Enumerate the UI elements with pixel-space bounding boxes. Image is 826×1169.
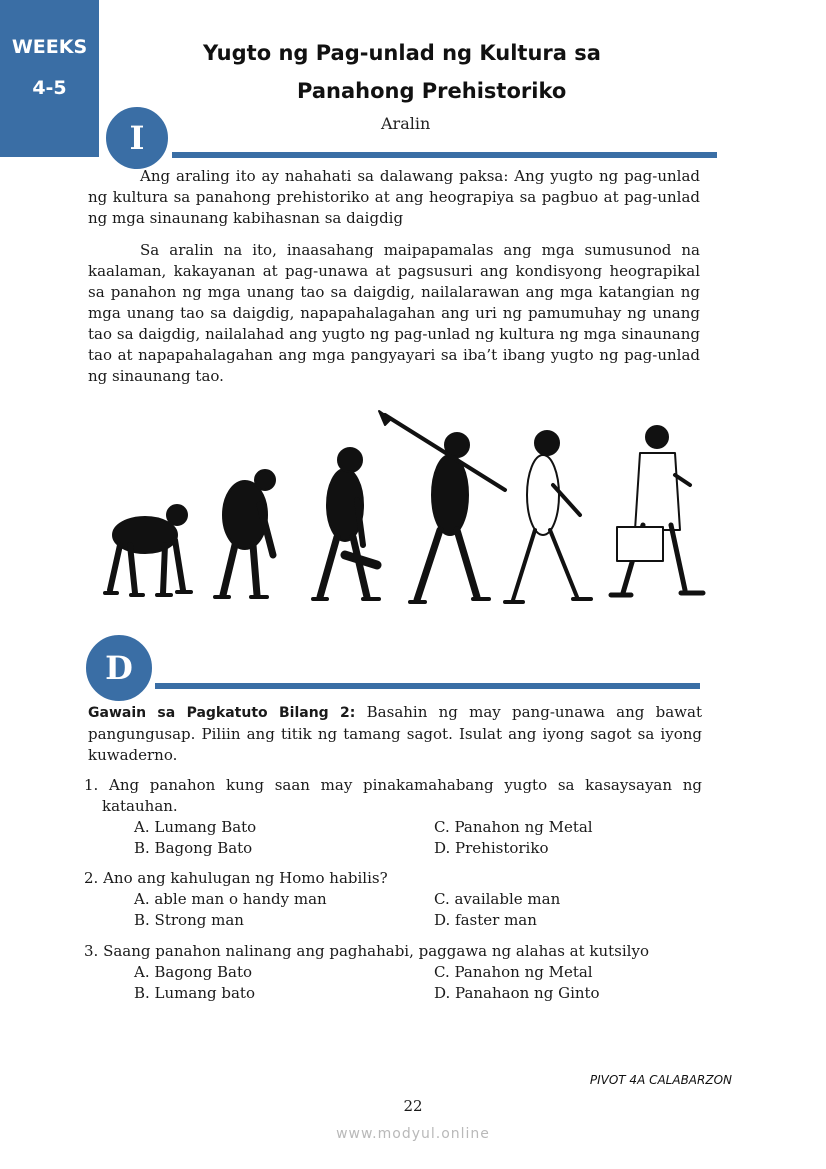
choice-a: A. able man o handy man [134,890,327,908]
activity-instructions [88,702,702,766]
choice-a: A. Lumang Bato [134,818,257,836]
question-2 [84,868,702,931]
weeks-box [0,0,99,157]
weeks-label: WEEKS [11,36,88,58]
choice-b: B. Lumang bato [134,984,255,1002]
evolution-figure-hominid-icon [313,448,379,599]
choice-list [84,889,702,931]
question-text: 2. Ano ang kahulugan ng Homo habilis? [84,869,388,887]
choice-b: B. Strong man [134,911,244,929]
question-1 [84,775,702,859]
footer-source: PIVOT 4A CALABARZON [589,1073,732,1087]
activity-text: Basahin ng may pang-unawa ang bawat pangungusap. Piliin ang titik ng tamang sagot. Isulat ang iyong sagot sa iyong kuwaderno. [88,703,702,764]
section-d-divider [155,683,700,689]
page-title-line-2: Panahong Prehistoriko [297,79,567,103]
choice-a: A. Bagong Bato [134,963,253,981]
section-i-divider [172,152,717,158]
section-d-badge: D [84,633,154,703]
choice-d: D. faster man [434,911,537,929]
choice-list [84,962,702,1004]
human-evolution-illustration [95,405,715,610]
intro-paragraph-2: Sa aralin na ito, inaasahang maipapamalas ang mga sumusunod na kaalaman, kakayanan at pag-unawa at pagsusuri ang kondisyong heograpikal sa panahon ng mga unang tao sa daigdig, nailalarawan ang mga katangian ng mga unang tao sa daigdig, napapahalagahan ang uri ng pamumuhay ng unang tao sa daigdig, nailalahad ang yugto ng pag-unlad ng kultura ng mga sinaunang tao at napapahalagahan ang mga pangyayari sa iba’t ibang yugto ng pag-unlad ng sinaunang tao. [88,241,700,385]
choice-d: D. Panahaon ng Ginto [434,984,600,1002]
watermark: www.modyul.online [336,1126,490,1142]
activity-title: Gawain sa Pagkatuto Bilang 2: [88,705,356,721]
evolution-figure-primate-icon [215,470,275,597]
question-3 [84,941,702,1004]
section-i-badge: I [104,105,170,171]
question-text: 3. Saang panahon nalinang ang paghahabi, paggawa ng alahas at kutsilyo [84,942,649,960]
page-number: 22 [403,1097,423,1115]
evolution-figure-hunter-icon [379,411,505,602]
evolution-figure-modern-man-icon [611,426,703,595]
page-title-line-1: Yugto ng Pag-unlad ng Kultura sa [203,41,601,65]
weeks-range: 4-5 [32,77,67,99]
evolution-figure-early-man-icon [505,431,591,602]
intro-paragraph-1: Ang araling ito ay nahahati sa dalawang paksa: Ang yugto ng pag-unlad ng kultura sa panahong prehistoriko at ang heograpiya sa pagbuo at pag-unlad ng mga sinaunang kabihasnan sa daigdig [88,167,700,227]
choice-list [84,817,702,859]
choice-c: C. available man [434,890,561,908]
evolution-figure-ape-icon [105,505,191,595]
choice-d: D. Prehistoriko [434,839,549,857]
choice-b: B. Bagong Bato [134,839,253,857]
choice-c: C. Panahon ng Metal [434,818,593,836]
choice-c: C. Panahon ng Metal [434,963,593,981]
question-text: 1. Ang panahon kung saan may pinakamahabang yugto sa kasaysayan ng katauhan. [84,776,702,815]
page-subtitle: Aralin [381,114,431,133]
